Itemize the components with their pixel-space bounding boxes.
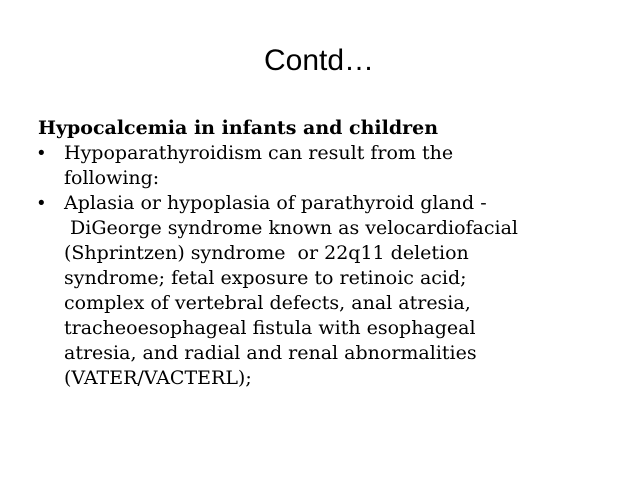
slide-title: Contd… (263, 44, 375, 77)
bullet-icon: • (38, 143, 45, 164)
bullet-icon: • (38, 193, 45, 214)
bullet-line: Hypoparathyroidism can result from the (64, 142, 454, 164)
bullet-line: syndrome; fetal exposure to retinoic acid; (64, 267, 467, 289)
bullet-item-hypoparathyroidism (38, 141, 628, 191)
bullet-line: tracheoesophageal fistula with esophageal (64, 317, 476, 339)
bullet-line: following: (64, 167, 160, 189)
bullet-list (38, 141, 628, 391)
bullet-line: atresia, and radial and renal abnormalities (64, 342, 477, 364)
bullet-line: complex of vertebral defects, anal atresia, (64, 292, 471, 314)
bullet-line: (Shprintzen) syndrome or 22q11 deletion (64, 242, 469, 264)
slide-body (38, 116, 628, 391)
section-heading: Hypocalcemia in infants and children (38, 117, 439, 139)
bullet-item-aplasia (38, 191, 628, 391)
bullet-line: (VATER/VACTERL); (64, 367, 252, 389)
bullet-line: DiGeorge syndrome known as velocardiofacial (64, 217, 518, 239)
bullet-line: Aplasia or hypoplasia of parathyroid gland - (64, 192, 487, 214)
